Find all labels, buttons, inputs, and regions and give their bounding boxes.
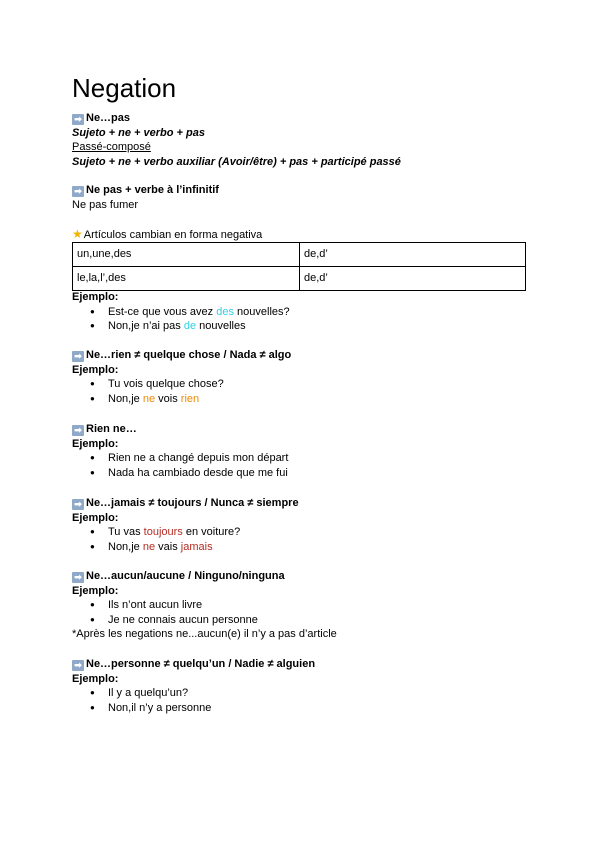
formula: Sujeto + ne + verbo auxiliar (Avoir/être) + pas + participé passé [72, 155, 401, 168]
ejemplo-label: Ejemplo: [72, 672, 119, 685]
section-heading: ➡ Ne…jamais ≠ toujours / Nunca ≠ siempre [72, 496, 532, 511]
table-row [73, 243, 526, 267]
ejemplo-label: Ejemplo: [72, 511, 119, 524]
formula: Sujeto + ne + verbo + pas [72, 126, 205, 139]
list-item: ● Rien ne a changé depuis mon départ [72, 451, 532, 466]
right-arrow-icon: ➡ [72, 425, 84, 436]
table-row [73, 267, 526, 291]
right-arrow-icon: ➡ [72, 572, 84, 583]
list-item: ● Nada ha cambiado desde que me fui [72, 466, 532, 481]
section-articulos [72, 227, 532, 243]
ejemplo-label: Ejemplo: [72, 584, 119, 597]
list-item: ● Est-ce que vous avez des nouvelles? [72, 305, 532, 320]
ejemplo-label: Ejemplo: [72, 291, 119, 303]
section-ne-pas-infinitif [72, 183, 532, 212]
section-heading: ➡ Ne…personne ≠ quelqu’un / Nadie ≠ alguien [72, 657, 532, 672]
table-cell: de,d’ [300, 243, 526, 267]
table-cell: le,la,l’,des [73, 267, 300, 291]
table-cell: de,d’ [300, 267, 526, 291]
list-item: ● Non,je ne vois rien [72, 392, 532, 407]
section-heading: ➡ Ne pas + verbe à l’infinitif [72, 183, 532, 198]
example-list [72, 377, 532, 406]
list-item: ● Tu vois quelque chose? [72, 377, 532, 392]
articles-table [72, 242, 526, 291]
page-title: Negation [72, 73, 177, 103]
example-list [72, 525, 532, 554]
table-cell: un,une,des [73, 243, 300, 267]
articulos-intro: ★Artículos cambian en forma negativa [72, 227, 263, 241]
section-ne-aucun [72, 569, 532, 642]
ejemplo-label: Ejemplo: [72, 363, 119, 376]
right-arrow-icon: ➡ [72, 186, 84, 197]
right-arrow-icon: ➡ [72, 114, 84, 125]
star-icon: ★ [72, 227, 83, 241]
section-ne-jamais [72, 496, 532, 554]
list-item: ● Il y a quelqu’un? [72, 686, 532, 701]
list-item: ● Non,je n’ai pas de nouvelles [72, 319, 532, 334]
list-item: ● Je ne connais aucun personne [72, 613, 532, 628]
list-item: ● Non,il n’y a personne [72, 701, 532, 716]
example-list [72, 686, 532, 715]
section-heading: ➡ Rien ne… [72, 422, 532, 437]
example-list [72, 451, 532, 480]
note-text: *Après les negations ne...aucun(e) il n’y a pas d’article [72, 628, 337, 641]
articulos-examples [72, 290, 532, 334]
example-list [72, 598, 532, 627]
ejemplo-label: Ejemplo: [72, 437, 119, 450]
section-heading: ➡ Ne…aucun/aucune / Ninguno/ninguna [72, 569, 532, 584]
list-item: ● Ils n’ont aucun livre [72, 598, 532, 613]
section-heading: ➡ Ne…rien ≠ quelque chose / Nada ≠ algo [72, 348, 532, 363]
section-rien-ne [72, 422, 532, 480]
right-arrow-icon: ➡ [72, 660, 84, 671]
section-ne-rien [72, 348, 532, 406]
section-ne-personne [72, 657, 532, 715]
right-arrow-icon: ➡ [72, 351, 84, 362]
list-item: ● Tu vas toujours en voiture? [72, 525, 532, 540]
example-text: Ne pas fumer [72, 198, 139, 211]
articles-table-wrap [72, 242, 532, 291]
section-ne-pas [72, 111, 532, 169]
example-list [72, 305, 532, 334]
right-arrow-icon: ➡ [72, 499, 84, 510]
section-heading: ➡ Ne…pas [72, 111, 532, 126]
list-item: ● Non,je ne vais jamais [72, 540, 532, 555]
passe-compose-label: Passé-composé [72, 141, 151, 154]
